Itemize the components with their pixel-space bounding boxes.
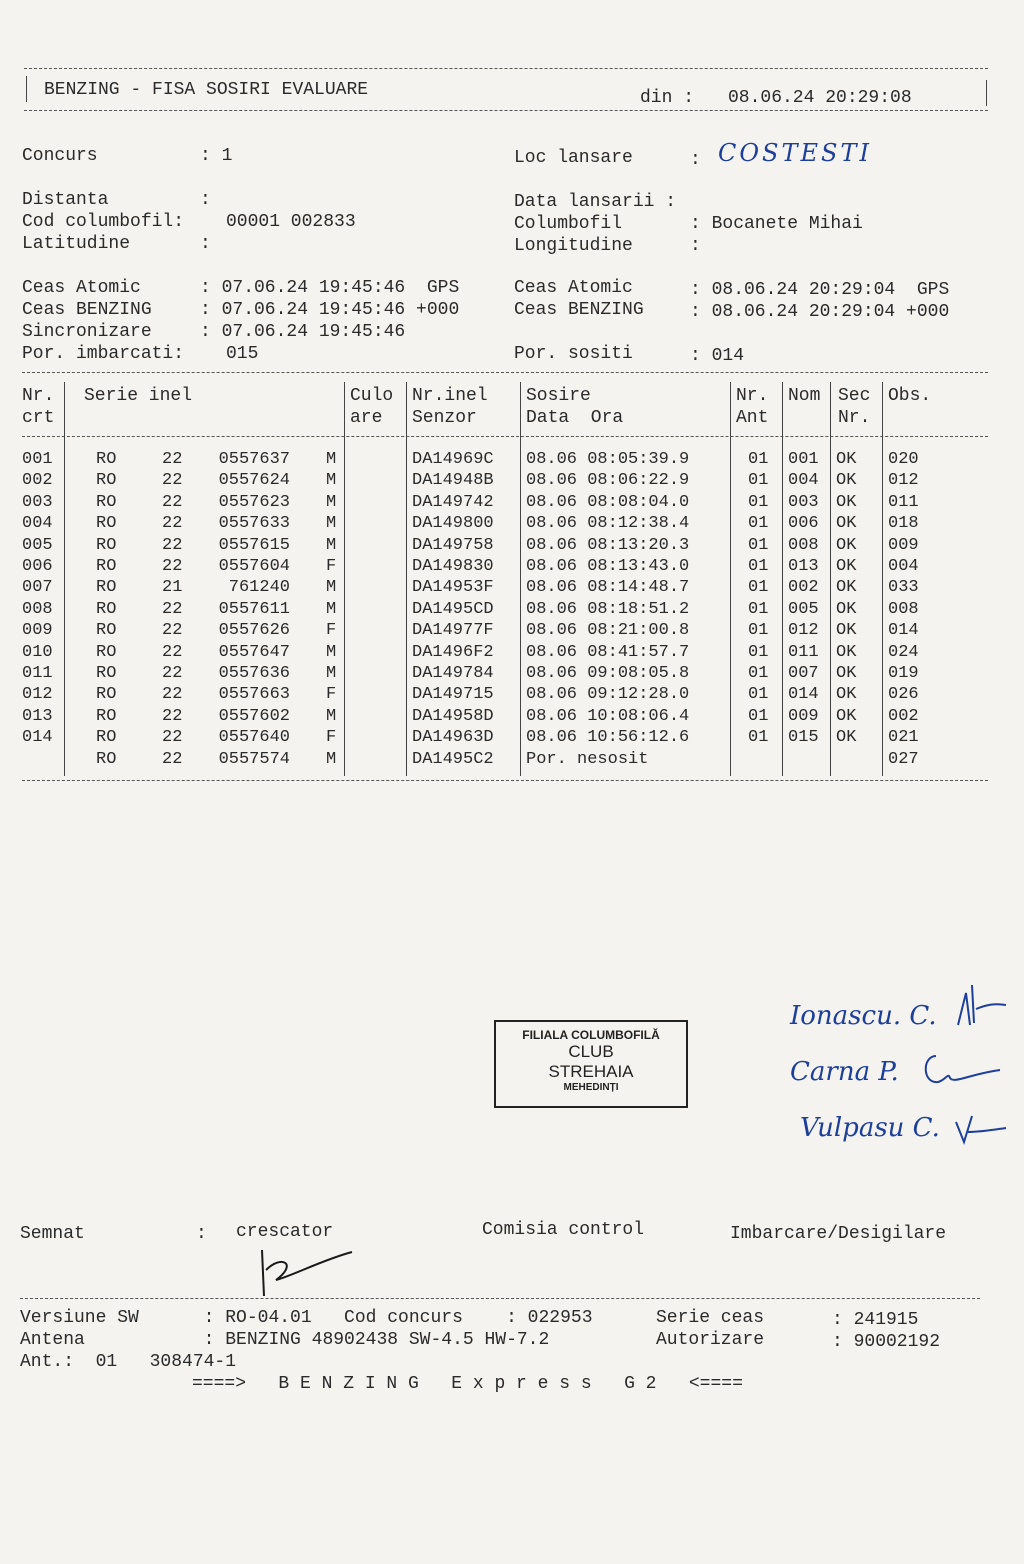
col-obs-header: Obs. bbox=[888, 386, 932, 406]
row-sosire: 08.06 10:08:06.4 bbox=[526, 706, 690, 726]
crescator-signature bbox=[252, 1240, 362, 1300]
footer-divider bbox=[20, 1298, 980, 1299]
row-sosire: 08.06 09:12:28.0 bbox=[526, 685, 690, 705]
row-senzor: DA1495CD bbox=[412, 599, 494, 619]
col-sec-header: Sec bbox=[838, 386, 871, 406]
row-inel: 0557611 bbox=[218, 599, 290, 619]
row-ant: 01 bbox=[748, 450, 769, 469]
row-senzor: DA14969C bbox=[412, 450, 494, 469]
stamp-line-2: CLUB bbox=[568, 1042, 614, 1061]
sincronizare-label: Sincronizare bbox=[22, 322, 152, 342]
comisia-label: Comisia control bbox=[482, 1220, 645, 1240]
row-tara: RO bbox=[96, 685, 117, 705]
report-title: BENZING - FISA SOSIRI EVALUARE bbox=[44, 80, 369, 100]
row-nom: 003 bbox=[788, 492, 819, 512]
table-header-border bbox=[22, 436, 988, 437]
col-sosire-header: Sosire bbox=[526, 386, 591, 406]
row-sosire: 08.06 08:18:51.2 bbox=[526, 599, 690, 619]
row-inel: 0557624 bbox=[218, 471, 290, 491]
row-obs: 002 bbox=[888, 706, 919, 726]
row-obs: 033 bbox=[888, 578, 919, 598]
semnat-label: Semnat bbox=[20, 1224, 85, 1244]
row-nr: 010 bbox=[22, 642, 53, 662]
row-tara: RO bbox=[96, 621, 117, 641]
signature-1-scribble bbox=[950, 975, 1010, 1035]
row-an: 22 bbox=[162, 514, 183, 534]
row-sosire: 08.06 08:05:39.9 bbox=[526, 450, 690, 469]
row-obs: 011 bbox=[888, 492, 919, 512]
row-nom: 001 bbox=[788, 450, 819, 469]
row-tara: RO bbox=[96, 450, 117, 469]
table-bottom-border bbox=[22, 780, 988, 781]
row-sec: OK bbox=[836, 706, 857, 726]
header-right-border bbox=[986, 80, 987, 106]
row-sec: OK bbox=[836, 450, 857, 469]
row-inel: 761240 bbox=[228, 578, 290, 598]
ceas-benzing-end-value: : 08.06.24 20:29:04 +000 bbox=[690, 302, 950, 322]
row-tara: RO bbox=[96, 535, 117, 555]
row-an: 22 bbox=[162, 621, 183, 641]
row-senzor: DA149758 bbox=[412, 535, 494, 555]
col-sep-5 bbox=[730, 382, 731, 776]
row-inel: 0557647 bbox=[218, 642, 290, 662]
row-nom: 015 bbox=[788, 728, 819, 748]
distanta-sep: : bbox=[200, 190, 211, 210]
row-obs: 024 bbox=[888, 642, 919, 662]
row-tara: RO bbox=[96, 728, 117, 748]
signature-2-scribble bbox=[920, 1048, 1010, 1088]
row-obs: 008 bbox=[888, 599, 919, 619]
row-senzor: DA14953F bbox=[412, 578, 494, 598]
row-sosire: 08.06 08:08:04.0 bbox=[526, 492, 690, 512]
semnat-sep: : bbox=[196, 1224, 207, 1244]
row-ant: 01 bbox=[748, 642, 769, 662]
row-inel: 0557637 bbox=[218, 450, 290, 469]
row-senzor: DA1495C2 bbox=[412, 749, 494, 769]
row-senzor: DA149742 bbox=[412, 492, 494, 512]
por-sositi-label: Por. sositi bbox=[514, 344, 633, 364]
row-sec: OK bbox=[836, 514, 857, 534]
row-senzor: DA1496F2 bbox=[412, 642, 494, 662]
row-sex: M bbox=[326, 514, 337, 534]
row-nom: 014 bbox=[788, 685, 819, 705]
row-tara: RO bbox=[96, 492, 117, 512]
loc-lansare-sep: : bbox=[690, 150, 701, 170]
ceas-benzing-start-label: Ceas BENZING bbox=[22, 300, 152, 320]
row-sex: M bbox=[326, 578, 337, 598]
col-sep-4 bbox=[520, 382, 521, 776]
row-sec: OK bbox=[836, 642, 857, 662]
col-senzor-header: Nr.inel bbox=[412, 386, 488, 406]
col-sep-6 bbox=[782, 382, 783, 776]
serie-ceas-value: : 241915 bbox=[832, 1310, 919, 1330]
row-tara: RO bbox=[96, 471, 117, 491]
col-sep-8 bbox=[882, 382, 883, 776]
express-banner: ====> B E N Z I N G E x p r e s s G 2 <==== bbox=[192, 1374, 743, 1394]
autorizare-label: Autorizare bbox=[656, 1330, 765, 1350]
row-sex: F bbox=[326, 728, 337, 748]
ceas-atomic-end-label: Ceas Atomic bbox=[514, 278, 633, 298]
row-nom: 009 bbox=[788, 706, 819, 726]
row-inel: 0557640 bbox=[218, 728, 290, 748]
row-sosire: 08.06 10:56:12.6 bbox=[526, 728, 690, 748]
versiune-line: Versiune SW : RO-04.01 Cod concurs : 022953 bbox=[20, 1308, 593, 1328]
row-nr: 007 bbox=[22, 578, 53, 598]
row-ant: 01 bbox=[748, 664, 769, 683]
din-label: din : bbox=[640, 88, 695, 108]
row-an: 22 bbox=[162, 492, 183, 512]
row-ant: 01 bbox=[748, 535, 769, 555]
row-inel: 0557574 bbox=[218, 749, 290, 769]
por-sositi-value: : 014 bbox=[690, 346, 745, 366]
row-tara: RO bbox=[96, 599, 117, 619]
row-an: 22 bbox=[162, 535, 183, 555]
row-nr: 013 bbox=[22, 706, 53, 726]
ceas-atomic-start-value: : 07.06.24 19:45:46 GPS bbox=[200, 278, 460, 298]
signature-2: Carna P. bbox=[790, 1057, 899, 1087]
row-tara: RO bbox=[96, 706, 117, 726]
row-nr: 009 bbox=[22, 621, 53, 641]
row-inel: 0557633 bbox=[218, 514, 290, 534]
row-obs: 026 bbox=[888, 685, 919, 705]
row-nr: 011 bbox=[22, 664, 53, 683]
row-sosire: 08.06 08:21:00.8 bbox=[526, 621, 690, 641]
row-sex: M bbox=[326, 642, 337, 662]
row-sec: OK bbox=[836, 728, 857, 748]
row-senzor: DA14948B bbox=[412, 471, 494, 491]
row-sosire: 08.06 08:13:43.0 bbox=[526, 557, 690, 576]
row-nom: 002 bbox=[788, 578, 819, 598]
row-obs: 009 bbox=[888, 535, 919, 555]
stamp-line-3: STREHAIA bbox=[548, 1062, 634, 1081]
ant-line: Ant.: 01 308474-1 bbox=[20, 1352, 237, 1372]
row-ant: 01 bbox=[748, 514, 769, 534]
data-lansarii-label: Data lansarii : bbox=[514, 192, 677, 212]
row-nom: 004 bbox=[788, 471, 819, 491]
row-sex: F bbox=[326, 685, 337, 705]
col-ant-header-2: Ant bbox=[736, 408, 769, 428]
por-imbarcati-value: 015 bbox=[226, 344, 259, 364]
row-an: 22 bbox=[162, 642, 183, 662]
row-sex: M bbox=[326, 450, 337, 469]
ceas-benzing-start-value: : 07.06.24 19:45:46 +000 bbox=[200, 300, 460, 320]
row-sex: F bbox=[326, 621, 337, 641]
row-inel: 0557663 bbox=[218, 685, 290, 705]
row-tara: RO bbox=[96, 514, 117, 534]
col-ant-header: Nr. bbox=[736, 386, 769, 406]
por-imbarcati-label: Por. imbarcati: bbox=[22, 344, 185, 364]
row-obs: 018 bbox=[888, 514, 919, 534]
col-sep-2 bbox=[344, 382, 345, 776]
row-inel: 0557636 bbox=[218, 664, 290, 683]
row-ant: 01 bbox=[748, 685, 769, 705]
row-inel: 0557623 bbox=[218, 492, 290, 512]
club-stamp bbox=[494, 1020, 688, 1108]
col-sosire-header-2: Data Ora bbox=[526, 408, 624, 428]
row-sex: M bbox=[326, 471, 337, 491]
row-ant: 01 bbox=[748, 557, 769, 576]
row-ant: 01 bbox=[748, 578, 769, 598]
sincronizare-value: : 07.06.24 19:45:46 bbox=[200, 322, 406, 342]
cod-columbofil-label: Cod columbofil: bbox=[22, 212, 185, 232]
row-inel: 0557615 bbox=[218, 535, 290, 555]
row-sex: M bbox=[326, 749, 337, 769]
row-nr: 002 bbox=[22, 471, 53, 491]
header-left-border bbox=[26, 76, 27, 102]
serie-ceas-label: Serie ceas bbox=[656, 1308, 765, 1328]
col-senzor-header-2: Senzor bbox=[412, 408, 477, 428]
col-culoare-header-2: are bbox=[350, 408, 383, 428]
row-sec: OK bbox=[836, 664, 857, 683]
ceas-atomic-end-value: : 08.06.24 20:29:04 GPS bbox=[690, 280, 950, 300]
col-nom-header: Nom bbox=[788, 386, 821, 406]
cod-columbofil-value: 00001 002833 bbox=[226, 212, 356, 232]
signature-3: Vulpasu C. bbox=[800, 1113, 940, 1143]
latitudine-sep: : bbox=[200, 234, 211, 254]
row-sec: OK bbox=[836, 471, 857, 491]
row-senzor: DA14977F bbox=[412, 621, 494, 641]
row-obs: 014 bbox=[888, 621, 919, 641]
latitudine-label: Latitudine bbox=[22, 234, 131, 254]
row-sex: M bbox=[326, 599, 337, 619]
row-inel: 0557602 bbox=[218, 706, 290, 726]
row-obs: 019 bbox=[888, 664, 919, 683]
col-serie-header: Serie inel bbox=[84, 386, 193, 406]
row-nr: 001 bbox=[22, 450, 53, 469]
imbarcare-label: Imbarcare/Desigilare bbox=[730, 1224, 947, 1244]
row-nom: 012 bbox=[788, 621, 819, 641]
row-ant: 01 bbox=[748, 706, 769, 726]
row-an: 22 bbox=[162, 471, 183, 491]
row-sosire: 08.06 08:14:48.7 bbox=[526, 578, 690, 598]
row-sec: OK bbox=[836, 599, 857, 619]
row-ant: 01 bbox=[748, 492, 769, 512]
row-an: 22 bbox=[162, 450, 183, 469]
col-sep-1 bbox=[64, 382, 65, 776]
row-nom: 006 bbox=[788, 514, 819, 534]
row-ant: 01 bbox=[748, 471, 769, 491]
ceas-benzing-end-label: Ceas BENZING bbox=[514, 300, 644, 320]
row-nom: 005 bbox=[788, 599, 819, 619]
row-sex: M bbox=[326, 706, 337, 726]
row-an: 22 bbox=[162, 706, 183, 726]
row-nr: 004 bbox=[22, 514, 53, 534]
row-senzor: DA14963D bbox=[412, 728, 494, 748]
row-an: 22 bbox=[162, 599, 183, 619]
row-tara: RO bbox=[96, 642, 117, 662]
row-ant: 01 bbox=[748, 728, 769, 748]
row-senzor: DA149715 bbox=[412, 685, 494, 705]
table-top-border bbox=[22, 372, 988, 373]
row-sec: OK bbox=[836, 621, 857, 641]
row-inel: 0557626 bbox=[218, 621, 290, 641]
columbofil-label: Columbofil bbox=[514, 214, 623, 234]
concurs-value: : 1 bbox=[200, 146, 233, 166]
row-sex: M bbox=[326, 535, 337, 555]
row-inel: 0557604 bbox=[218, 557, 290, 576]
concurs-label: Concurs bbox=[22, 146, 98, 166]
row-tara: RO bbox=[96, 578, 117, 598]
longitudine-sep: : bbox=[690, 236, 701, 256]
row-nr: 003 bbox=[22, 492, 53, 512]
row-ant: 01 bbox=[748, 621, 769, 641]
stamp-line-1: FILIALA COLUMBOFILĂ bbox=[522, 1028, 660, 1042]
row-obs: 012 bbox=[888, 471, 919, 491]
row-nr: 008 bbox=[22, 599, 53, 619]
loc-lansare-handwritten: COSTESTI bbox=[718, 139, 872, 167]
row-sec: OK bbox=[836, 578, 857, 598]
report-datetime: 08.06.24 20:29:08 bbox=[728, 88, 912, 108]
row-ant: 01 bbox=[748, 599, 769, 619]
signature-3-scribble bbox=[952, 1110, 1012, 1150]
row-sex: M bbox=[326, 492, 337, 512]
col-nr-header-2: crt bbox=[22, 408, 55, 428]
row-sec: OK bbox=[836, 685, 857, 705]
row-an: 22 bbox=[162, 557, 183, 576]
row-obs: 027 bbox=[888, 749, 919, 769]
row-sosire: 08.06 08:12:38.4 bbox=[526, 514, 690, 534]
col-sep-3 bbox=[406, 382, 407, 776]
header-top-border bbox=[24, 68, 988, 69]
row-sec: OK bbox=[836, 535, 857, 555]
crescator-label: crescator bbox=[236, 1222, 334, 1242]
ceas-atomic-start-label: Ceas Atomic bbox=[22, 278, 141, 298]
row-an: 22 bbox=[162, 728, 183, 748]
row-an: 22 bbox=[162, 685, 183, 705]
longitudine-label: Longitudine bbox=[514, 236, 633, 256]
row-senzor: DA149830 bbox=[412, 557, 494, 576]
row-tara: RO bbox=[96, 749, 117, 769]
row-sosire: 08.06 08:06:22.9 bbox=[526, 471, 690, 491]
row-nr: 005 bbox=[22, 535, 53, 555]
row-nr: 014 bbox=[22, 728, 53, 748]
loc-lansare-label: Loc lansare bbox=[514, 148, 633, 168]
row-senzor: DA14958D bbox=[412, 706, 494, 726]
row-nom: 011 bbox=[788, 642, 819, 662]
header-bottom-border bbox=[24, 110, 988, 111]
row-sosire: 08.06 08:41:57.7 bbox=[526, 642, 690, 662]
row-an: 21 bbox=[162, 578, 183, 598]
col-culoare-header: Culo bbox=[350, 386, 394, 406]
row-senzor: DA149784 bbox=[412, 664, 494, 683]
row-senzor: DA149800 bbox=[412, 514, 494, 534]
row-tara: RO bbox=[96, 557, 117, 576]
columbofil-value: : Bocanete Mihai bbox=[690, 214, 863, 234]
row-sosire: 08.06 09:08:05.8 bbox=[526, 664, 690, 683]
row-tara: RO bbox=[96, 664, 117, 683]
row-nom: 013 bbox=[788, 557, 819, 576]
row-an: 22 bbox=[162, 749, 183, 769]
signature-1: Ionascu. C. bbox=[790, 1001, 937, 1031]
autorizare-value: : 90002192 bbox=[832, 1332, 941, 1352]
row-sec: OK bbox=[836, 557, 857, 576]
distanta-label: Distanta bbox=[22, 190, 109, 210]
row-nr: 006 bbox=[22, 557, 53, 576]
col-sep-7 bbox=[830, 382, 831, 776]
row-an: 22 bbox=[162, 664, 183, 683]
row-obs: 021 bbox=[888, 728, 919, 748]
stamp-line-4: MEHEDINȚI bbox=[563, 1082, 619, 1093]
col-sec-header-2: Nr. bbox=[838, 408, 871, 428]
row-nom: 007 bbox=[788, 664, 819, 683]
row-nr: 012 bbox=[22, 685, 53, 705]
row-obs: 020 bbox=[888, 450, 919, 469]
row-sex: F bbox=[326, 557, 337, 576]
col-nr-header: Nr. bbox=[22, 386, 55, 406]
row-nom: 008 bbox=[788, 535, 819, 555]
row-obs: 004 bbox=[888, 557, 919, 576]
row-sosire: 08.06 08:13:20.3 bbox=[526, 535, 690, 555]
row-sosire: Por. nesosit bbox=[526, 749, 649, 769]
row-sex: M bbox=[326, 664, 337, 683]
row-sec: OK bbox=[836, 492, 857, 512]
antena-line: Antena : BENZING 48902438 SW-4.5 HW-7.2 bbox=[20, 1330, 550, 1350]
